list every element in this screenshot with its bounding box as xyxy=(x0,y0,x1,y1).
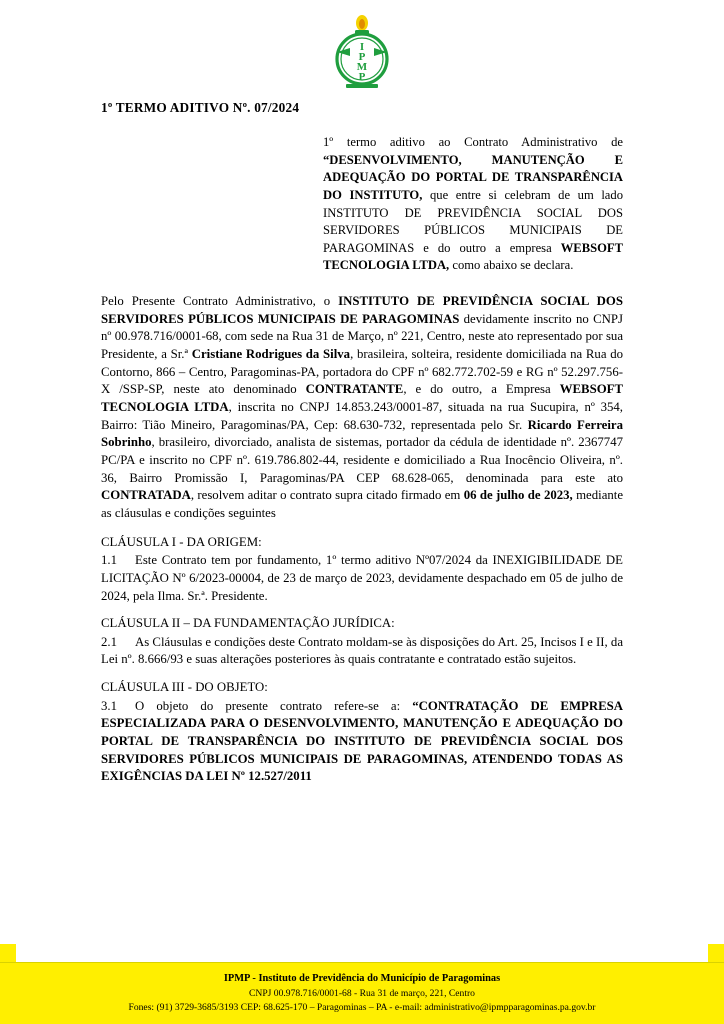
ipmp-logo xyxy=(328,14,396,92)
preamble-text2: que entre si celebram de um lado INSTITUTO DE PREVIDÊNCIA SOCIAL DOS SERVIDORES PÚBLICOS MUNICIPAIS DE PARAGOMINAS e do outro a empresa xyxy=(323,187,623,255)
parties-president-name: Cristiane Rodrigues da Silva xyxy=(191,346,351,361)
preamble-text3: como abaixo se declara. xyxy=(449,258,574,273)
footer-strip-left xyxy=(0,944,16,962)
parties-paragraph xyxy=(101,293,623,523)
clause-number-1-1: 1.1 xyxy=(101,553,117,568)
parties-text-o: mediante as cláusulas e condições seguintes xyxy=(101,488,624,520)
parties-representative-name: Ricardo Ferreira Sobrinho xyxy=(101,417,623,450)
preamble-bold2: WEBSOFT TECNOLOGIA LTDA, xyxy=(323,240,623,273)
svg-text:P: P xyxy=(358,71,366,83)
document-title: 1º TERMO ADITIVO Nº. 07/2024 xyxy=(101,100,300,115)
clause-item-3-1 xyxy=(101,698,623,786)
clause-text-1-1: Este Contrato tem por fundamento, 1º termo aditivo Nº07/2024 da INEXIGIBILIDADE DE LICITAÇÃO Nº 6/2023-00004, de 23 de março de 2023, devidamente despachado em 05 de julho de 2024, pela Ilma. Sr.ª. Presidente. xyxy=(101,553,623,603)
parties-contratante-label: CONTRATANTE xyxy=(305,382,404,397)
preamble-paragraph xyxy=(323,134,623,275)
document-content xyxy=(101,100,623,796)
preamble-bold1: “DESENVOLVIMENTO, MANUTENÇÃO E ADEQUAÇÃO DO PORTAL DE TRANSPARÊNCIA DO INSTITUTO, xyxy=(323,152,623,202)
clause-object-bold: “CONTRATAÇÃO DE EMPRESA ESPECIALIZADA PARA O DESENVOLVIMENTO, MANUTENÇÃO E ADEQUAÇÃO DO PORTAL DE TRANSPARÊNCIA DO INSTITUTO DE PREVIDÊNCIA SOCIAL DOS SERVIDORES PÚBLICOS MUNICIPAIS DE PARAGOMINAS, ATENDENDO TODAS AS EXIGÊNCIAS DA LEI Nº 12.527/2011 xyxy=(101,698,623,784)
parties-text-i: , inscrita no CNPJ 14.853.243/0001-87, situada na rua Sucupira, nº 354, Bairro: Tião Mineiro, Paragominas/PA, Cep: 68.630-732, representada pelo Sr. xyxy=(101,399,623,432)
clause-heading-1: CLÁUSULA I - DA ORIGEM: xyxy=(101,534,262,549)
parties-text-g: , e do outro, a Empresa xyxy=(403,382,560,397)
preamble-line1: 1º termo aditivo ao Contrato Administrativo de xyxy=(323,135,623,149)
parties-contract-date: 06 de julho de 2023, xyxy=(463,488,573,503)
clause-item-1-1 xyxy=(101,552,623,605)
parties-text-m: , resolvem aditar o contrato supra citado firmado em xyxy=(190,488,464,503)
footer-contact: Fones: (91) 3729-3685/3193 CEP: 68.625-170 – Paragominas – PA - e-mail: administrativo@ipmpparagominas.pa.gov.br xyxy=(128,1002,596,1013)
footer-strip-right xyxy=(708,944,724,962)
parties-contratante-name: INSTITUTO DE PREVIDÊNCIA SOCIAL DOS SERVIDORES PÚBLICOS MUNICIPAIS DE PARAGOMINAS xyxy=(101,294,623,326)
parties-text-a: Pelo Presente Contrato Administrativo, o xyxy=(101,294,339,308)
parties-text-k: , brasileiro, divorciado, analista de sistemas, portador da cédula de identidade nº. 2367747 PC/PA e inscrito no CPF nº. 619.786.802-44, residente e domiciliado a Rua Inocêncio Oliveira, nº. 36, Bairro Promissão I, Paragominas/PA CEP 68.628-065, denominada para este ato xyxy=(101,435,623,485)
clause-number-3-1: 3.1 xyxy=(101,698,117,713)
page-footer xyxy=(0,962,724,1024)
clause-text-3-1: O objeto do presente contrato refere-se a: xyxy=(135,698,413,713)
svg-text:I: I xyxy=(359,41,365,53)
clause-text-2-1: As Cláusulas e condições deste Contrato moldam-se às disposições do Art. 25, Incisos I e II, da Lei nº. 8.666/93 e suas alterações posteriores às quais contratante e contratado estão sujeitos. xyxy=(101,634,623,667)
svg-text:M: M xyxy=(356,61,368,73)
clause-heading-2: CLÁUSULA II – DA FUNDAMENTAÇÃO JURÍDICA: xyxy=(101,616,395,631)
parties-text-e: , brasileira, solteira, residente domiciliada na Rua do Contorno, 866 – Centro, Paragominas-PA, portadora do CPF nº 682.772.702-59 e RG nº 52.297.756-X /SSP-SP, neste ato denominado xyxy=(101,346,624,397)
footer-org-name: IPMP - Instituto de Previdência do Município de Paragominas xyxy=(223,973,501,984)
parties-text-c: devidamente inscrito no CNPJ nº 00.978.716/0001-68, com sede na Rua 31 de Março, nº 221, Centro, neste ato representado por sua Presidente, a Sr.ª xyxy=(101,311,623,361)
clause-item-2-1 xyxy=(101,634,623,669)
clause-number-2-1: 2.1 xyxy=(101,634,117,649)
header-logo-container xyxy=(0,14,724,92)
svg-text:P: P xyxy=(358,51,366,63)
footer-cnpj-address: CNPJ 00.978.716/0001-68 - Rua 31 de março, 221, Centro xyxy=(249,987,475,999)
clause-heading-3: CLÁUSULA III - DO OBJETO: xyxy=(101,680,268,695)
parties-company-name: WEBSOFT TECNOLOGIA LTDA xyxy=(101,382,623,414)
parties-contratada-label: CONTRATADA xyxy=(101,488,191,503)
